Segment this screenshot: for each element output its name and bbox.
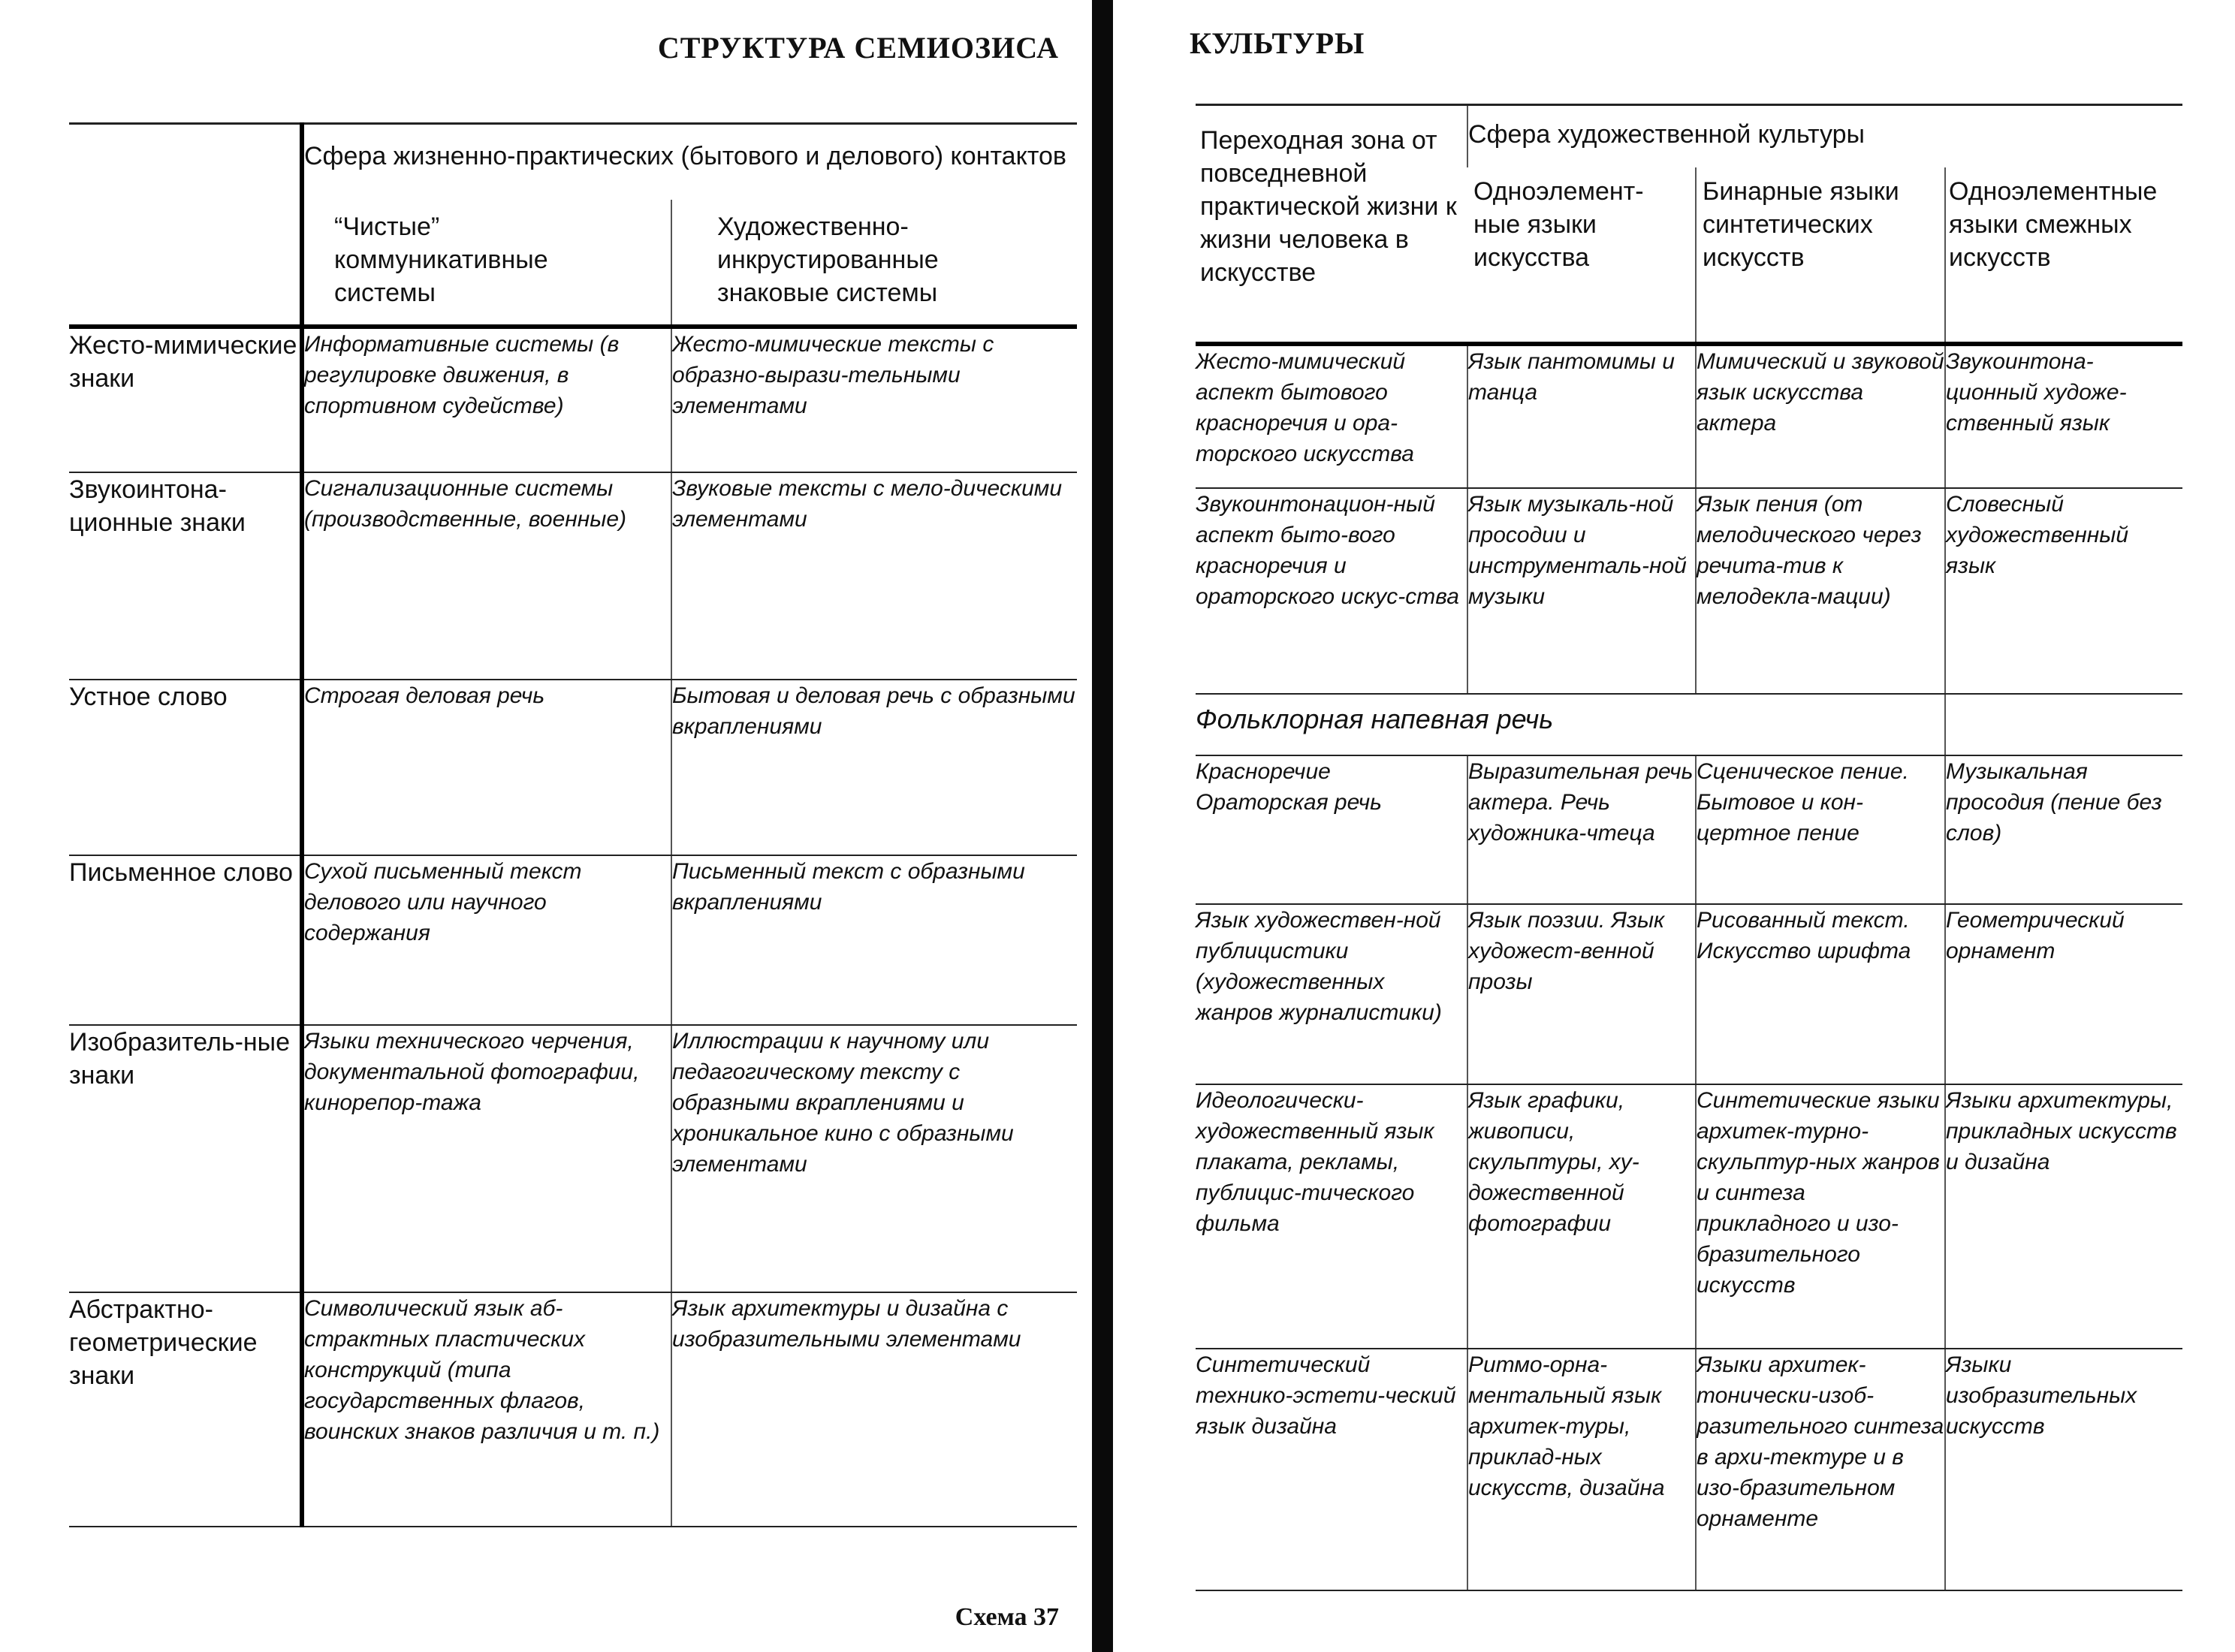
right-page [1149,0,2235,1652]
sphere-header: Сфера художественной культуры [1467,105,2182,168]
table-row [1196,344,2182,488]
table-cell: Словесный художественный язык [1945,488,2182,694]
table-cell [1945,694,2182,755]
book-spine [1081,0,1149,1652]
table-row [1196,694,2182,755]
table-cell: Жесто-мимические тексты с образно-вырази-тельными элементами [671,327,1077,472]
table-cell: Символический язык аб-страктных пластических конструкций (типа государственных флагов, воинских знаков различия и т. п.) [302,1292,671,1527]
row-header: Абстрактно-геометрические знаки [69,1292,302,1527]
table-cell: Информативные системы (в регулировке движения, в спортивном судействе) [302,327,671,472]
row-header: Устное слово [69,680,302,855]
column-header-art: Художественно-инкрустированные знаковые системы [671,200,1077,327]
left-page [0,0,1081,1652]
table-cell: Сухой письменный текст делового или научного содержания [302,855,671,1025]
table-cell: Ритмо-орна-ментальный язык архитек-туры, приклад-ных искусств, дизайна [1467,1349,1696,1590]
row-header: Изобразитель-ные знаки [69,1025,302,1292]
table-cell: Синтетический технико-эстети-ческий язык дизайна [1196,1349,1467,1590]
column-header-pure: “Чистые” коммуникативные системы [302,200,671,327]
table-cell: Сценическое пение. Бытовое и кон-цертное пение [1696,755,1945,904]
table-cell: Языки архитектуры, прикладных искусств и дизайна [1945,1084,2182,1349]
table-row [69,1292,1077,1527]
column-header: Одноэлементные языки смежных искусств [1945,167,2182,344]
table-row [69,327,1077,472]
table-header-row [1196,105,2182,168]
figure-caption: Схема 37 [955,1603,1059,1631]
table-cell: Жесто-мимический аспект бытового красноречия и ора-торского искусства [1196,344,1467,488]
table-cell: Язык поэзии. Язык художест-венной прозы [1467,904,1696,1084]
table-cell: Мимический и звуковой язык искусства актера [1696,344,1945,488]
culture-table-right [1196,104,2182,1591]
table-cell: Строгая деловая речь [302,680,671,855]
table-row [1196,488,2182,694]
table-cell: Язык графики, живописи, скульптуры, ху-дожественной фотографии [1467,1084,1696,1349]
column-header: Одноэлемент-ные языки искусства [1467,167,1696,344]
table-row [69,472,1077,680]
table-row [69,680,1077,855]
header-corner [69,200,302,327]
table-cell: Красноречие Ораторская речь [1196,755,1467,904]
table-cell: Идеологически-художественный язык плаката, рекламы, публицис-тического фильма [1196,1084,1467,1349]
transition-zone-header: Переходная зона от повседневной практической жизни к жизни человека в искусстве [1196,105,1467,345]
table-cell: Выразительная речь актера. Речь художника-чтеца [1467,755,1696,904]
table-header-row [69,124,1077,200]
table-cell: Языки технического черчения, документальной фотографии, кинорепор-тажа [302,1025,671,1292]
semiosis-table-left [69,122,1077,1527]
header-corner [69,124,302,200]
table-cell: Языки архитек-тонически-изоб-разительного синтеза в архи-тектуре и в изо-бразительном орнаменте [1696,1349,1945,1590]
row-header: Письменное слово [69,855,302,1025]
row-header: Звукоинтона-ционные знаки [69,472,302,680]
page-title-right: КУЛЬТУРЫ [1190,26,1365,60]
table-cell: Языки изобразительных искусств [1945,1349,2182,1590]
table-row [1196,1349,2182,1590]
row-header: Жесто-мимические знаки [69,327,302,472]
table-cell: Язык пения (от мелодического через речита-тив к мелодекла-мации) [1696,488,1945,694]
table-cell: Рисованный текст. Искусство шрифта [1696,904,1945,1084]
table-cell: Бытовая и деловая речь с образными вкраплениями [671,680,1077,855]
table-cell: Язык художествен-ной публицистики (художественных жанров журналистики) [1196,904,1467,1084]
table-cell: Иллюстрации к научному или педагогическому тексту с образными вкраплениями и хроникальное кино с образными элементами [671,1025,1077,1292]
table-cell: Язык архитектуры и дизайна с изобразительными элементами [671,1292,1077,1527]
table-row [1196,1084,2182,1349]
sphere-header: Сфера жизненно-практических (бытового и делового) контактов [302,124,1077,200]
table-row [1196,755,2182,904]
table-row [69,1025,1077,1292]
table-cell: Синтетические языки архитек-турно-скульптур-ных жанров и синтеза прикладного и изо-бразительного искусств [1696,1084,1945,1349]
table-cell: Музыкальная просодия (пение без слов) [1945,755,2182,904]
table-header-row [69,200,1077,327]
folk-speech-row: Фольклорная напевная речь [1196,694,1945,755]
page-title-left: СТРУКТУРА СЕМИОЗИСА [657,31,1059,65]
table-cell: Письменный текст с образными вкраплениями [671,855,1077,1025]
table-cell: Геометрический орнамент [1945,904,2182,1084]
table-cell: Язык музыкаль-ной просодии и инструменталь-ной музыки [1467,488,1696,694]
table-cell: Язык пантомимы и танца [1467,344,1696,488]
table-cell: Звуковые тексты с мело-дическими элементами [671,472,1077,680]
table-cell: Сигнализационные системы (производственные, военные) [302,472,671,680]
table-row [1196,904,2182,1084]
table-cell: Звукоинтона-ционный художе-ственный язык [1945,344,2182,488]
table-cell: Звукоинтонацион-ный аспект быто-вого красноречия и ораторского искус-ства [1196,488,1467,694]
column-header: Бинарные языки синтетических искусств [1696,167,1945,344]
table-row [69,855,1077,1025]
